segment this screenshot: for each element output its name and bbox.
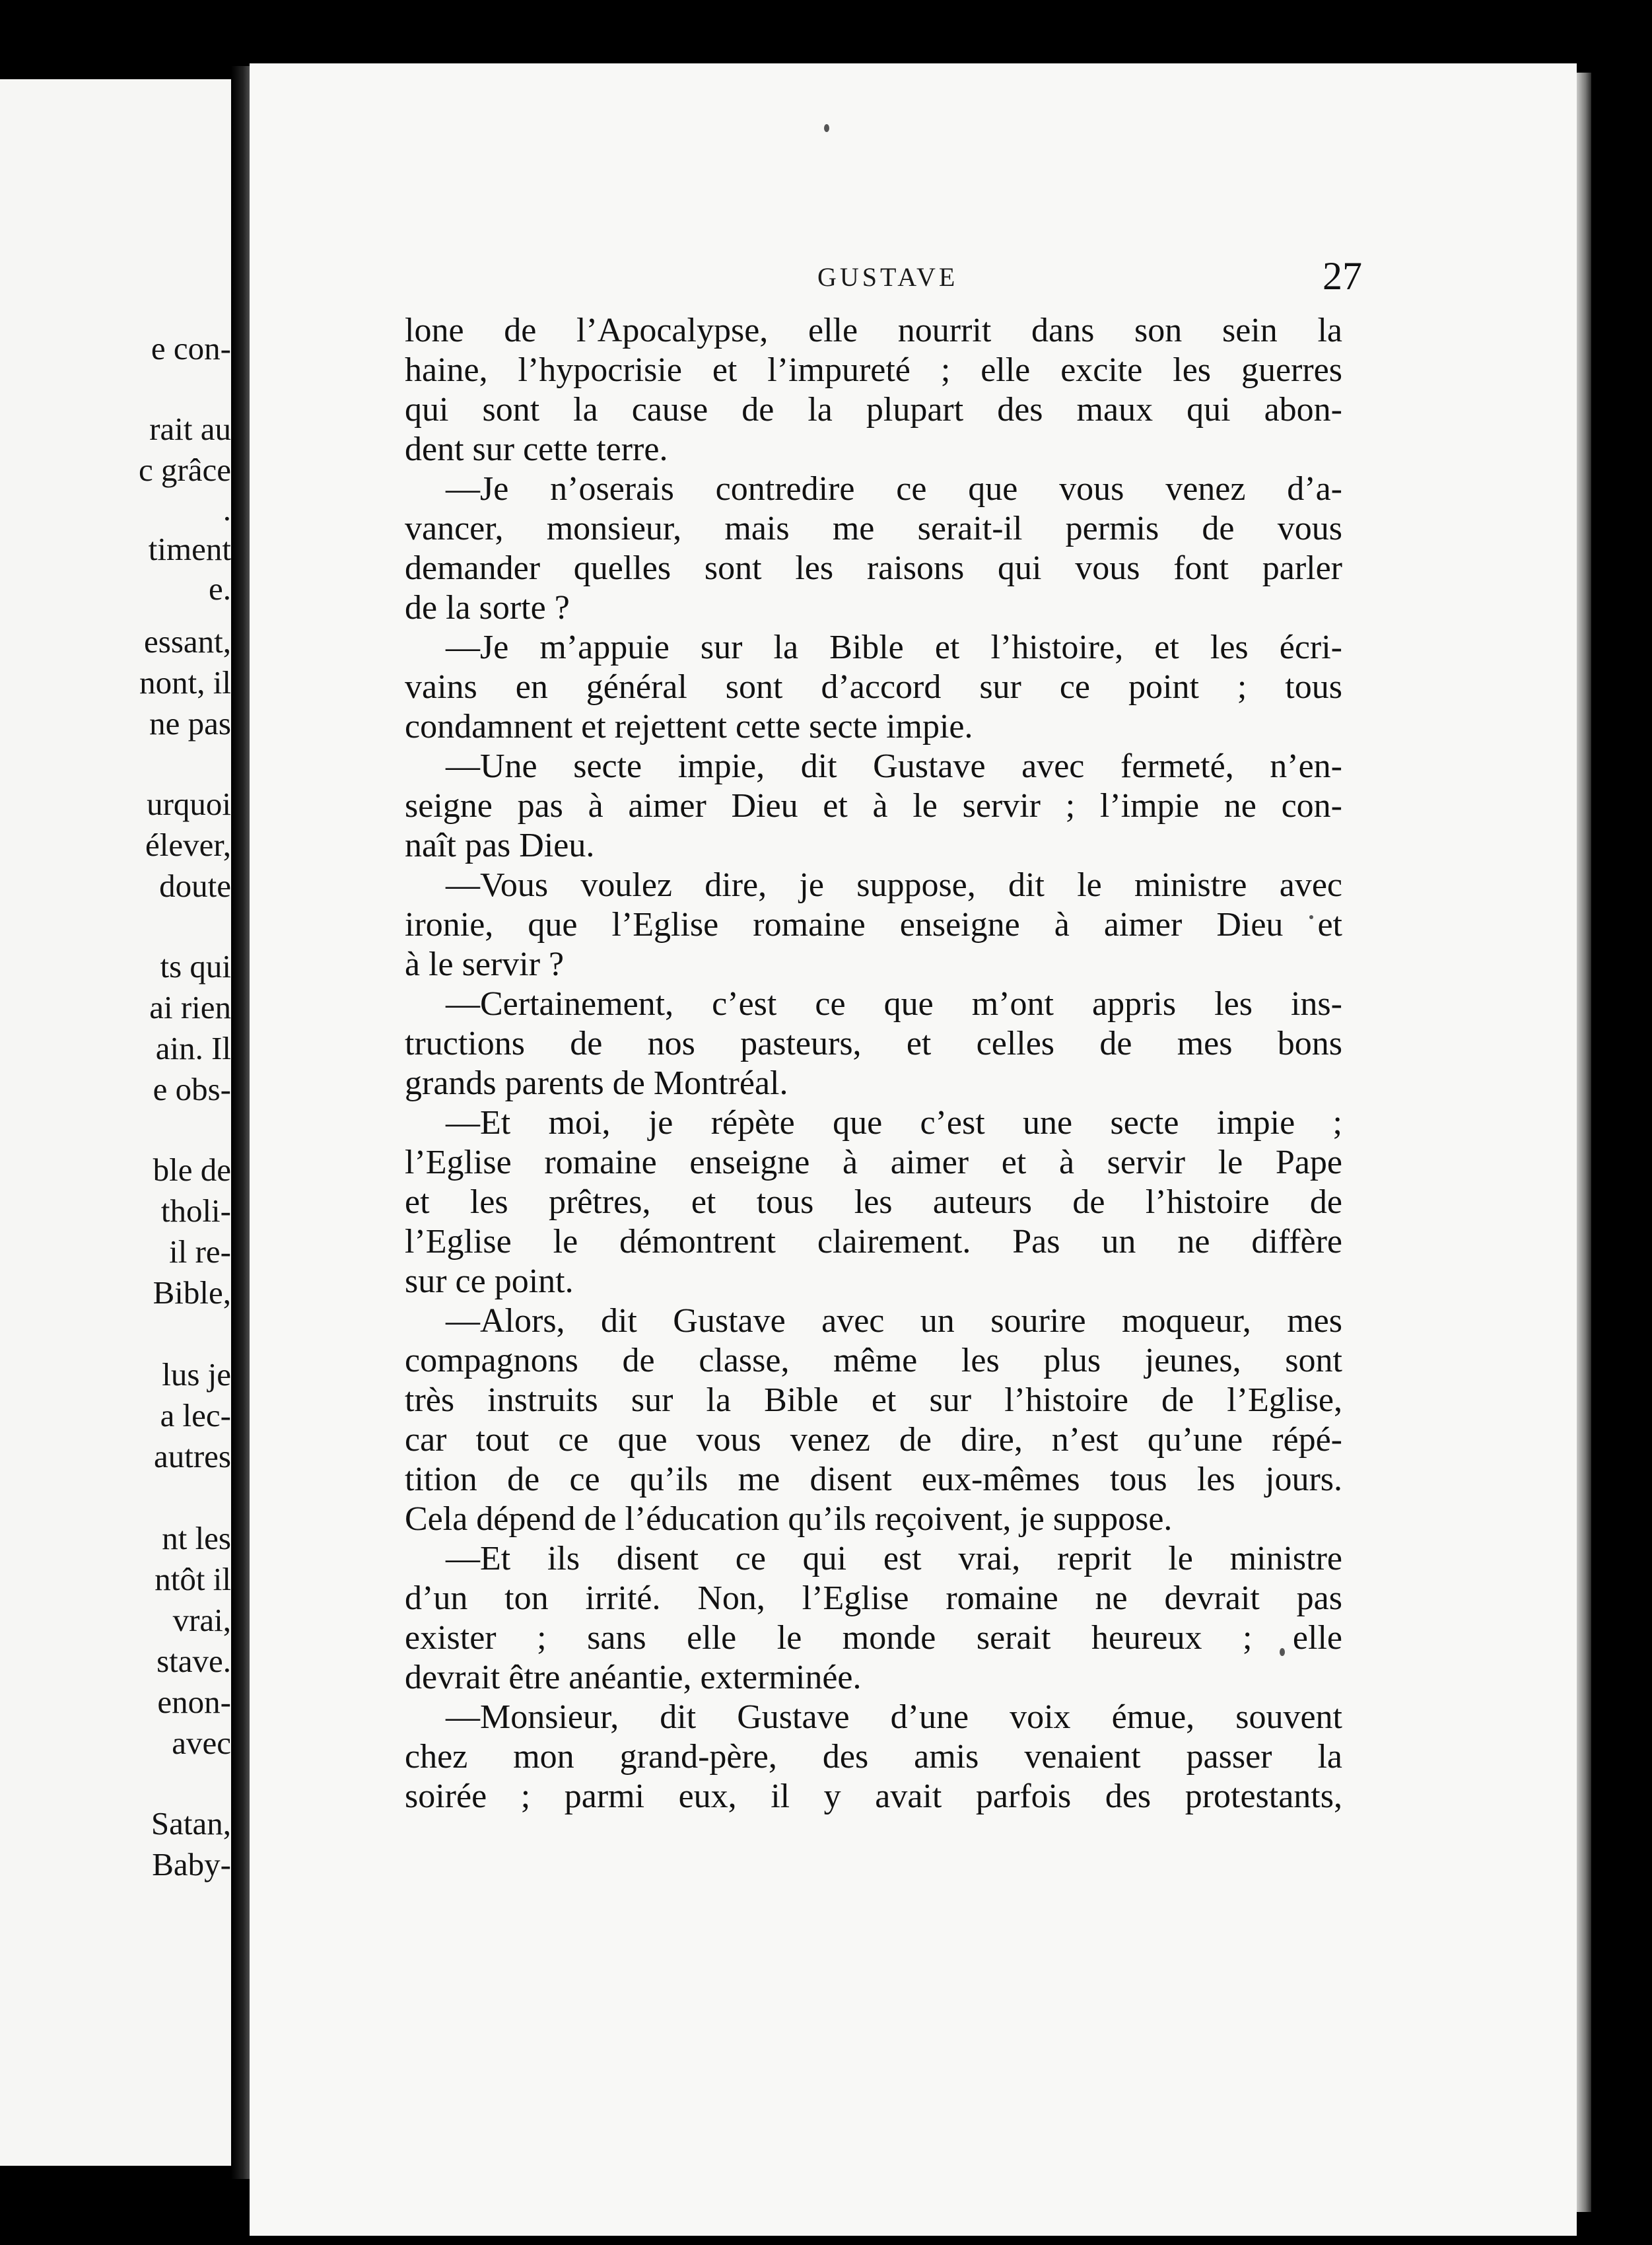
page-edge: [1577, 73, 1591, 2212]
left-page-line: doute: [159, 868, 231, 904]
text-line: soirée ; parmi eux, il y avait parfois des protestants,: [405, 1778, 1342, 1815]
left-page: [0, 79, 231, 2166]
left-page-line: ai rien: [149, 989, 231, 1025]
text-line: Cela dépend de l’éducation qu’ils reçoivent, je suppose.: [405, 1500, 1173, 1538]
text-line: de la sorte ?: [405, 589, 570, 627]
text-line: exister ; sans elle le monde serait heureux ; elle: [405, 1619, 1342, 1657]
text-line: à le servir ?: [405, 946, 565, 983]
left-page-line: Bible,: [153, 1274, 231, 1311]
left-page-line: ne pas: [149, 705, 231, 742]
left-page-line: stave.: [156, 1643, 231, 1679]
left-page-line: rait au: [149, 411, 231, 447]
text-line: devrait être anéantie, exterminée.: [405, 1659, 862, 1696]
text-line: ironie, que l’Eglise romaine enseigne à aimer Dieu et: [405, 906, 1342, 944]
text-line: —Alors, dit Gustave avec un sourire moqueur, mes: [446, 1302, 1342, 1340]
text-line: vains en général sont d’accord sur ce point ; tous: [405, 668, 1342, 706]
text-line: —Et ils disent ce qui est vrai, reprit le ministre: [446, 1540, 1342, 1577]
text-line: —Je n’oserais contredire ce que vous venez d’a-: [446, 470, 1342, 508]
left-page-line: ble de: [153, 1152, 231, 1188]
left-page-line: c grâce: [138, 452, 231, 488]
text-line: vancer, monsieur, mais me serait-il permis de vous: [405, 510, 1342, 547]
left-page-line: Baby-: [152, 1846, 231, 1882]
text-line: et les prêtres, et tous les auteurs de l’histoire de: [405, 1183, 1342, 1221]
text-line: compagnons de classe, même les plus jeunes, sont: [405, 1342, 1342, 1379]
left-page-line: e.: [209, 570, 231, 607]
text-line: sur ce point.: [405, 1262, 574, 1300]
left-page-line: nt les: [162, 1520, 231, 1556]
text-line: qui sont la cause de la plupart des maux qui abon-: [405, 391, 1342, 429]
body-text: [405, 311, 1342, 1816]
left-page-line: avec: [172, 1725, 231, 1761]
text-line: chez mon grand-père, des amis venaient passer la: [405, 1738, 1342, 1776]
left-page-line: il re-: [169, 1233, 231, 1270]
text-line: très instruits sur la Bible et sur l’histoire de l’Eglise,: [405, 1381, 1342, 1419]
text-line: demander quelles sont les raisons qui vous font parler: [405, 549, 1342, 587]
text-line: seigne pas à aimer Dieu et à le servir ; l’impie ne con-: [405, 787, 1342, 825]
page-number: 27: [1323, 254, 1362, 298]
text-line: —Vous voulez dire, je suppose, dit le ministre avec: [446, 866, 1342, 904]
left-page-line: lus je: [162, 1356, 231, 1393]
text-line: lone de l’Apocalypse, elle nourrit dans son sein la: [405, 312, 1342, 349]
left-page-line: élever,: [145, 827, 231, 863]
left-page-line: essant,: [144, 623, 231, 660]
text-line: car tout ce que vous venez de dire, n’est qu’une répé-: [405, 1421, 1342, 1459]
left-page-line: vrai,: [172, 1602, 231, 1638]
left-page-line: enon-: [157, 1684, 231, 1720]
text-line: d’un ton irrité. Non, l’Eglise romaine ne devrait pas: [405, 1579, 1342, 1617]
ink-speck: [824, 124, 829, 132]
right-page: [250, 63, 1577, 2236]
left-page-line: .: [223, 491, 231, 528]
text-line: —Certainement, c’est ce que m’ont appris les ins-: [446, 985, 1342, 1023]
left-page-line: ain. Il: [155, 1030, 231, 1066]
left-page-line: nont, il: [139, 664, 231, 701]
text-line: dent sur cette terre.: [405, 431, 668, 468]
text-line: l’Eglise le démontrent clairement. Pas un ne diffère: [405, 1223, 1342, 1261]
left-page-line: e con-: [151, 330, 231, 366]
book-gutter: [231, 66, 251, 2179]
left-page-line: timent: [148, 531, 231, 567]
left-page-line: autres: [154, 1438, 231, 1474]
text-line: —Monsieur, dit Gustave d’une voix émue, souvent: [446, 1698, 1342, 1736]
text-line: condamnent et rejettent cette secte impie.: [405, 708, 973, 745]
running-title: GUSTAVE: [817, 262, 959, 292]
left-page-line: a lec-: [160, 1397, 231, 1433]
left-page-line: urquoi: [147, 786, 231, 822]
left-page-line: Satan,: [151, 1805, 231, 1842]
text-line: —Je m’appuie sur la Bible et l’histoire, et les écri-: [446, 629, 1342, 666]
text-line: naît pas Dieu.: [405, 827, 595, 864]
text-line: tition de ce qu’ils me disent eux-mêmes tous les jours.: [405, 1461, 1342, 1498]
running-head: [250, 254, 1577, 314]
left-page-line: tholi-: [160, 1192, 231, 1229]
text-line: grands parents de Montréal.: [405, 1064, 788, 1102]
text-line: —Une secte impie, dit Gustave avec fermeté, n’en-: [446, 747, 1342, 785]
text-line: tructions de nos pasteurs, et celles de mes bons: [405, 1025, 1342, 1062]
text-line: —Et moi, je répète que c’est une secte impie ;: [446, 1104, 1342, 1142]
left-page-line: e obs-: [153, 1071, 231, 1107]
text-line: l’Eglise romaine enseigne à aimer et à servir le Pape: [405, 1144, 1342, 1181]
left-page-line: ntôt il: [155, 1561, 231, 1597]
left-page-line: ts qui: [160, 948, 231, 984]
text-line: haine, l’hypocrisie et l’impureté ; elle excite les guerres: [405, 351, 1342, 389]
